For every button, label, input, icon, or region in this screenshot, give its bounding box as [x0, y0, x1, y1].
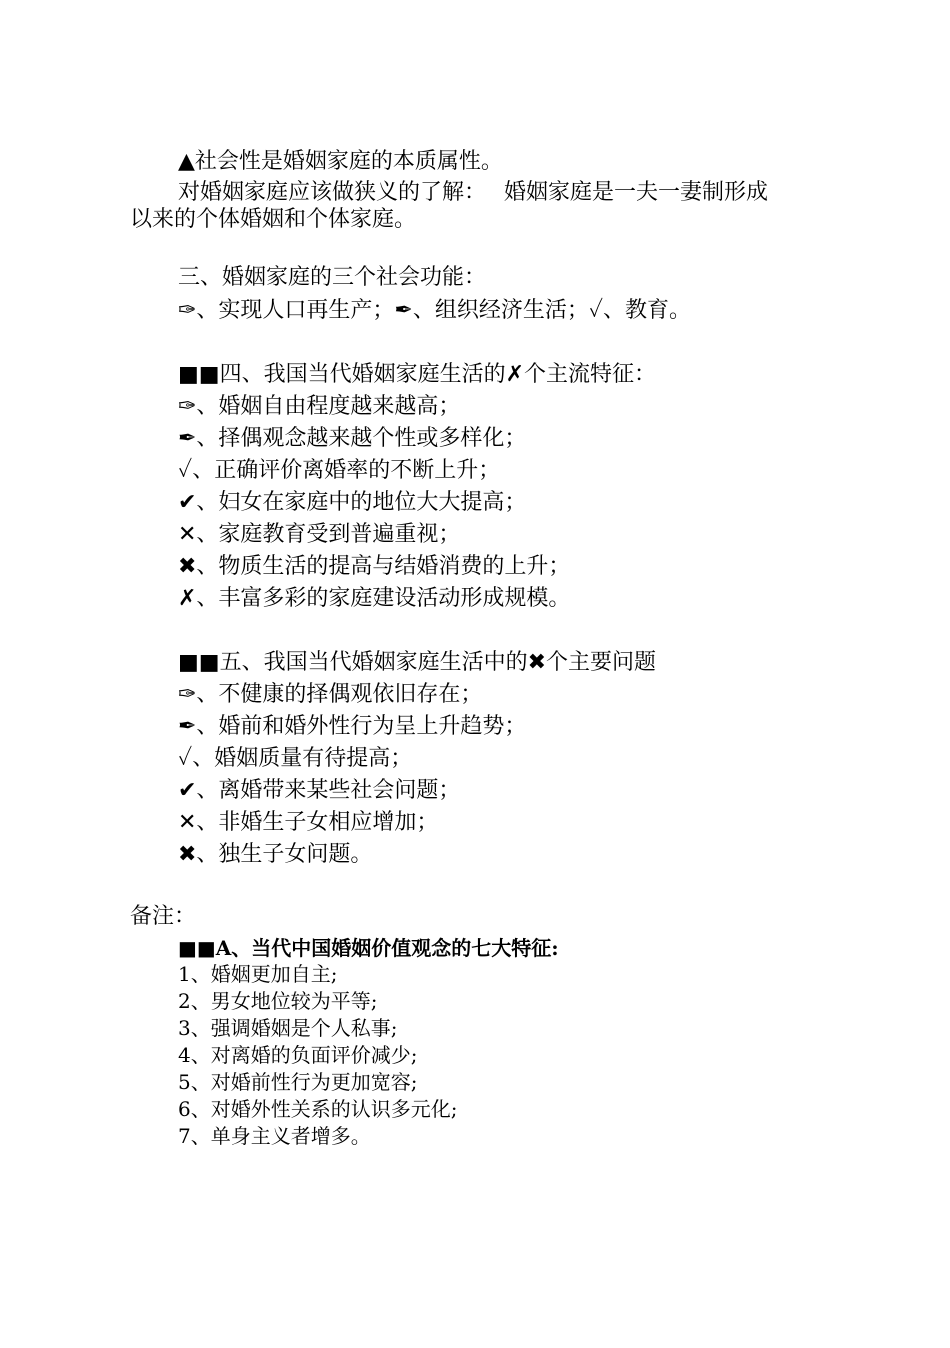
section-5-title: ■■五、我国当代婚姻家庭生活中的✖个主要问题 [178, 650, 657, 675]
notes-label: 备注： [130, 904, 197, 929]
narrow-definition-lead: 对婚姻家庭应该做狭义的了解： [178, 180, 487, 205]
notes-item: 1、婚姻更加自主; [178, 962, 338, 986]
section-4-item: ✗、丰富多彩的家庭建设活动形成规模。 [178, 586, 571, 611]
section-5-item: ✑、不健康的择偶观依旧存在； [178, 682, 483, 707]
section-3-title: 三、婚姻家庭的三个社会功能： [178, 265, 487, 290]
paragraph-narrow-definition-line1 [178, 178, 768, 208]
notes-item: 2、男女地位较为平等; [178, 989, 378, 1013]
notes-title: ■■A、当代中国婚姻价值观念的七大特征: [178, 936, 559, 960]
notes-item: 6、对婚外性关系的认识多元化; [178, 1097, 458, 1121]
section-4-title: ■■四、我国当代婚姻家庭生活的✗个主流特征： [178, 362, 657, 387]
section-5-item: ✒、婚前和婚外性行为呈上升趋势； [178, 714, 527, 739]
notes-item: 7、单身主义者增多。 [178, 1124, 371, 1148]
section-5-item: ✔、离婚带来某些社会问题； [178, 778, 461, 803]
section-5-item: ✕、非婚生子女相应增加； [178, 810, 439, 835]
notes-item: 5、对婚前性行为更加宽容; [178, 1070, 418, 1094]
section-3-items: ✑、实现人口再生产；✒、组织经济生活；✓、教育。 [178, 298, 692, 323]
section-4-item: ✑、婚姻自由程度越来越高； [178, 394, 461, 419]
section-4-item: ✓、正确评价离婚率的不断上升； [178, 458, 501, 483]
narrow-definition-body: 婚姻家庭是一夫一妻制形成 [504, 180, 769, 205]
section-4-item: ✖、物质生活的提高与结婚消费的上升； [178, 554, 571, 579]
section-4-item: ✔、妇女在家庭中的地位大大提高； [178, 490, 527, 515]
section-5-item: ✓、婚姻质量有待提高； [178, 746, 413, 771]
section-5-item: ✖、独生子女问题。 [178, 842, 373, 867]
paragraph-narrow-definition-line2: 以来的个体婚姻和个体家庭。 [130, 207, 417, 232]
notes-item: 3、强调婚姻是个人私事; [178, 1016, 398, 1040]
section-4-item: ✕、家庭教育受到普遍重视； [178, 522, 461, 547]
paragraph-social-nature: ▲社会性是婚姻家庭的本质属性。 [178, 149, 503, 174]
notes-item: 4、对离婚的负面评价减少; [178, 1043, 418, 1067]
section-4-item: ✒、择偶观念越来越个性或多样化； [178, 426, 527, 451]
